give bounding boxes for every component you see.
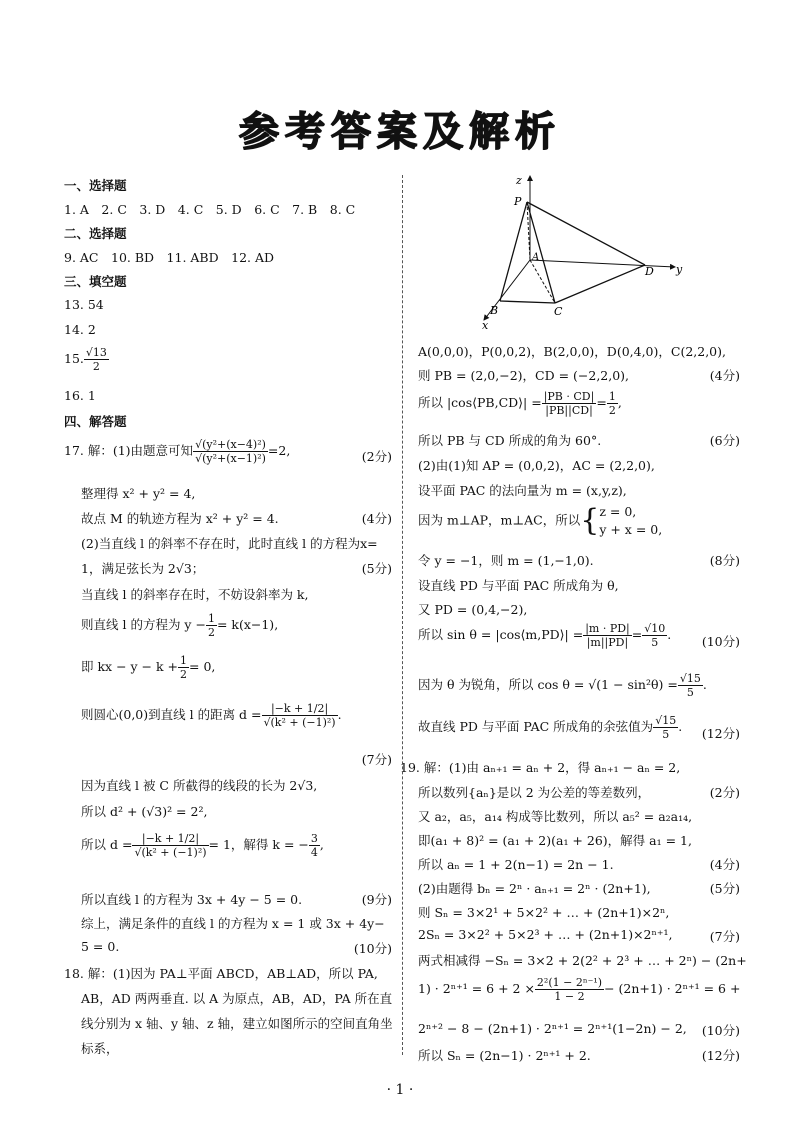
q19-line-6: (2)由题得 bₙ = 2ⁿ · aₙ₊₁ = 2ⁿ · (2n+1),: [418, 881, 651, 896]
text: 故直线 PD 与平面 PAC 所成角的余弦值为: [418, 719, 654, 734]
edge-bc: [500, 301, 555, 303]
frac-num: √13: [85, 346, 107, 359]
q17-line-1: [64, 438, 290, 465]
frac: [642, 622, 667, 649]
text: .: [702, 677, 707, 692]
text: 则直线 l 的方程为 y −: [81, 617, 206, 632]
frac-num: 1: [207, 612, 215, 625]
score: (6分): [709, 433, 740, 448]
frac-num: √(y²+(x−4)²): [195, 438, 266, 451]
frac: [678, 672, 703, 699]
frac-den: 5: [662, 728, 670, 741]
q19-line-12: 所以 Sₙ = (2n−1) · 2ⁿ⁺¹ + 2.: [418, 1048, 591, 1063]
frac-num: |PB · CD|: [543, 390, 595, 403]
frac: [193, 438, 268, 465]
score: (4分): [709, 857, 740, 872]
text: 1) · 2ⁿ⁺¹ = 6 + 2 ×: [418, 981, 535, 996]
score: (8分): [709, 553, 740, 568]
section-heading-1: 一、选择题: [64, 178, 127, 193]
column-divider: [402, 175, 403, 1055]
q17-line-12: [64, 832, 324, 859]
q17-line-14: 综上，满足条件的直线 l 的方程为 x = 1 或 3x + 4y−: [81, 916, 385, 931]
frac-num: |−k + 1/2|: [132, 832, 208, 846]
text: 即 kx − y − k +: [81, 659, 179, 674]
answer-14: 14. 2: [64, 322, 96, 337]
frac: [178, 654, 189, 681]
label-d: D: [645, 265, 654, 278]
text: =: [631, 627, 643, 642]
frac: [535, 976, 604, 1003]
q18-r1: A(0,0,0)，P(0,0,2)，B(2,0,0)，D(0,4,0)，C(2,2,0),: [418, 344, 726, 359]
label-x: x: [482, 319, 489, 332]
score: (9分): [361, 892, 392, 907]
q17-line-7: [64, 612, 278, 639]
q18-r3: [418, 390, 622, 417]
q19-line-2: 所以数列{aₙ}是以 2 为公差的等差数列，: [418, 785, 651, 800]
frac-den: 5: [686, 686, 694, 699]
text: 所以 |cos⟨PB,CD⟩| =: [418, 395, 542, 410]
answer-15-prefix: 15.: [64, 351, 84, 366]
q18-r4: 所以 PB 与 CD 所成的角为 60°.: [418, 433, 602, 448]
frac-den: 4: [310, 846, 318, 859]
text: =2,: [267, 443, 291, 458]
frac-num: √10: [644, 622, 666, 635]
section-heading-4: 四、解答题: [64, 414, 127, 429]
frac: [132, 832, 208, 859]
answer-16: 16. 1: [64, 388, 96, 403]
q17-line-15: 5 = 0.: [81, 939, 120, 954]
answer-15: [64, 346, 109, 373]
q18-r12: [418, 672, 707, 699]
frac-den: 2: [608, 404, 616, 417]
q17-line-2: 整理得 x² + y² = 4,: [81, 486, 196, 501]
q17-line-5: 1，满足弦长为 2√3；: [81, 561, 205, 576]
label-a: A: [532, 252, 540, 263]
q17-line-8: [64, 654, 215, 681]
frac-den: |PB||CD|: [545, 404, 593, 417]
text: = k(x−1),: [216, 617, 279, 632]
frac: [262, 702, 338, 729]
frac: [607, 390, 618, 417]
q17-line-9: [64, 702, 342, 729]
q19-line-7: 则 Sₙ = 3×2¹ + 5×2² + … + (2n+1)×2ⁿ,: [418, 905, 670, 920]
q18-r2: 则 PB = (2,0,−2)，CD = (−2,2,0),: [418, 368, 630, 383]
frac: [542, 390, 597, 417]
q18-line-4: 标系，: [81, 1041, 119, 1056]
frac-den: √(y²+(x−1)²): [195, 452, 266, 465]
frac-den: 2: [92, 360, 100, 373]
frac-num: 1: [608, 390, 616, 403]
q19-line-1: 19. 解：(1)由 aₙ₊₁ = aₙ + 2，得 aₙ₊₁ − aₙ = 2,: [400, 760, 681, 775]
q18-line-3: 线分别为 x 轴、y 轴、z 轴，建立如图所示的空间直角坐: [81, 1016, 393, 1031]
text: .: [667, 627, 672, 642]
q18-r5: (2)由(1)知 AP = (0,0,2)，AC = (2,2,0),: [418, 458, 655, 473]
score: (10分): [701, 1023, 740, 1038]
frac: [309, 832, 320, 859]
label-p: P: [514, 195, 522, 208]
q18-r13: [418, 714, 682, 741]
equation: y + x = 0,: [599, 522, 663, 537]
text: 所以 sin θ = |cos⟨m,PD⟩| =: [418, 627, 584, 642]
label-y: y: [676, 263, 683, 276]
equation-system: [599, 503, 662, 539]
q19-line-3: 又 a₂，a₅，a₁₄ 构成等比数列，所以 a₅² = a₂a₁₄,: [418, 809, 693, 824]
label-b: B: [490, 304, 499, 317]
text: .: [678, 719, 683, 734]
score: (4分): [709, 368, 740, 383]
frac: [583, 622, 632, 649]
section-heading-3: 三、填空题: [64, 274, 127, 289]
frac-num: |−k + 1/2|: [262, 702, 338, 716]
frac-den: 5: [651, 636, 659, 649]
frac-den: 1 − 2: [554, 990, 585, 1003]
score: (2分): [361, 449, 392, 464]
text: ,: [319, 837, 324, 852]
answer-13: 13. 54: [64, 297, 104, 312]
frac: [206, 612, 217, 639]
edge-pd: [527, 202, 645, 265]
edge-ac: [530, 260, 555, 303]
q17-line-6: 当直线 l 的斜率存在时，不妨设斜率为 k,: [81, 587, 309, 602]
q17-line-3: 故点 M 的轨迹方程为 x² + y² = 4.: [81, 511, 279, 526]
text: 所以 d =: [81, 837, 133, 852]
text: = 1，解得 k = −: [208, 837, 309, 852]
frac-num: |m · PD|: [585, 622, 630, 635]
score: (7分): [709, 929, 740, 944]
frac-num: 3: [310, 832, 318, 845]
score: (12分): [701, 726, 740, 741]
score: (7分): [361, 752, 392, 767]
answers-2: 9. AC 10. BD 11. ABD 12. AD: [64, 250, 275, 265]
q19-line-4: 即(a₁ + 8)² = (a₁ + 2)(a₁ + 26)，解得 a₁ = 1,: [418, 833, 692, 848]
frac-num: √15: [679, 672, 701, 685]
frac-num: 2²(1 − 2ⁿ⁻¹): [536, 976, 603, 989]
frac-den: √(k² + (−1)²): [263, 716, 336, 729]
q18-line-2: AB，AD 两两垂直. 以 A 为原点，AB，AD，PA 所在直: [81, 991, 393, 1006]
coordinate-figure: [470, 172, 700, 332]
left-brace: {: [580, 503, 600, 538]
q18-r8: 令 y = −1，则 m = (1,−1,0).: [418, 553, 594, 568]
frac: [653, 714, 678, 741]
score: (5分): [361, 561, 392, 576]
score: (10分): [701, 634, 740, 649]
q18-r7: [418, 503, 662, 539]
q18-r10: 又 PD = (0,4,−2),: [418, 602, 528, 617]
frac-den: |m||PD|: [586, 636, 629, 649]
text: = 0,: [189, 659, 216, 674]
q17-line-11: 所以 d² + (√3)² = 2²,: [81, 804, 208, 819]
text: − (2n+1) · 2ⁿ⁺¹ = 6 +: [604, 981, 741, 996]
frac-num: √15: [655, 714, 677, 727]
frac-den: √(k² + (−1)²): [134, 846, 207, 859]
equation: z = 0,: [599, 504, 637, 519]
q17-line-10: 因为直线 l 被 C 所截得的线段的长为 2√3,: [81, 778, 318, 793]
answers-1: 1. A 2. C 3. D 4. C 5. D 6. C 7. B 8. C: [64, 202, 356, 217]
q17-line-13: 所以直线 l 的方程为 3x + 4y − 5 = 0.: [81, 892, 303, 907]
score: (5分): [709, 881, 740, 896]
q19-line-10: [418, 976, 740, 1003]
q18-line-1: 18. 解：(1)因为 PA⊥平面 ABCD，AB⊥AD，所以 PA,: [64, 966, 378, 981]
text: 17. 解：(1)由题意可知: [64, 443, 194, 458]
q19-line-5: 所以 aₙ = 1 + 2(n−1) = 2n − 1.: [418, 857, 614, 872]
score: (2分): [709, 785, 740, 800]
label-z: z: [516, 174, 522, 187]
text: 因为 m⊥AP，m⊥AC，所以: [418, 512, 581, 528]
q19-line-11: 2ⁿ⁺² − 8 − (2n+1) · 2ⁿ⁺¹ = 2ⁿ⁺¹(1−2n) − 2,: [418, 1021, 687, 1036]
text: 则圆心(0,0)到直线 l 的距离 d =: [81, 707, 262, 722]
frac-den: 2: [180, 668, 188, 681]
q18-r6: 设平面 PAC 的法向量为 m = (x,y,z),: [418, 483, 627, 498]
q19-line-9: 两式相减得 −Sₙ = 3×2 + 2(2² + 2³ + … + 2ⁿ) − (2n+: [418, 953, 747, 968]
q17-line-4: (2)当直线 l 的斜率不存在时，此时直线 l 的方程为x=: [81, 536, 378, 551]
score: (12分): [701, 1048, 740, 1063]
page-title: 参考答案及解析: [239, 109, 561, 155]
text: 因为 θ 为锐角，所以 cos θ = √(1 − sin²θ) =: [418, 677, 678, 692]
label-c: C: [554, 305, 563, 318]
page-number: · 1 ·: [386, 1082, 414, 1098]
edge-cd: [555, 265, 645, 303]
score: (4分): [361, 511, 392, 526]
q18-r11: [418, 622, 671, 649]
score: (10分): [353, 941, 392, 956]
q19-line-8: 2Sₙ = 3×2² + 5×2³ + … + (2n+1)×2ⁿ⁺¹,: [418, 927, 673, 942]
answer-15-frac: [84, 346, 109, 373]
frac-den: 2: [207, 626, 215, 639]
frac-num: 1: [180, 654, 188, 667]
text: .: [337, 707, 342, 722]
text: ,: [617, 395, 622, 410]
text: =: [596, 395, 607, 410]
q18-r9: 设直线 PD 与平面 PAC 所成角为 θ,: [418, 578, 619, 593]
edge-pb: [500, 202, 527, 301]
section-heading-2: 二、选择题: [64, 226, 127, 241]
